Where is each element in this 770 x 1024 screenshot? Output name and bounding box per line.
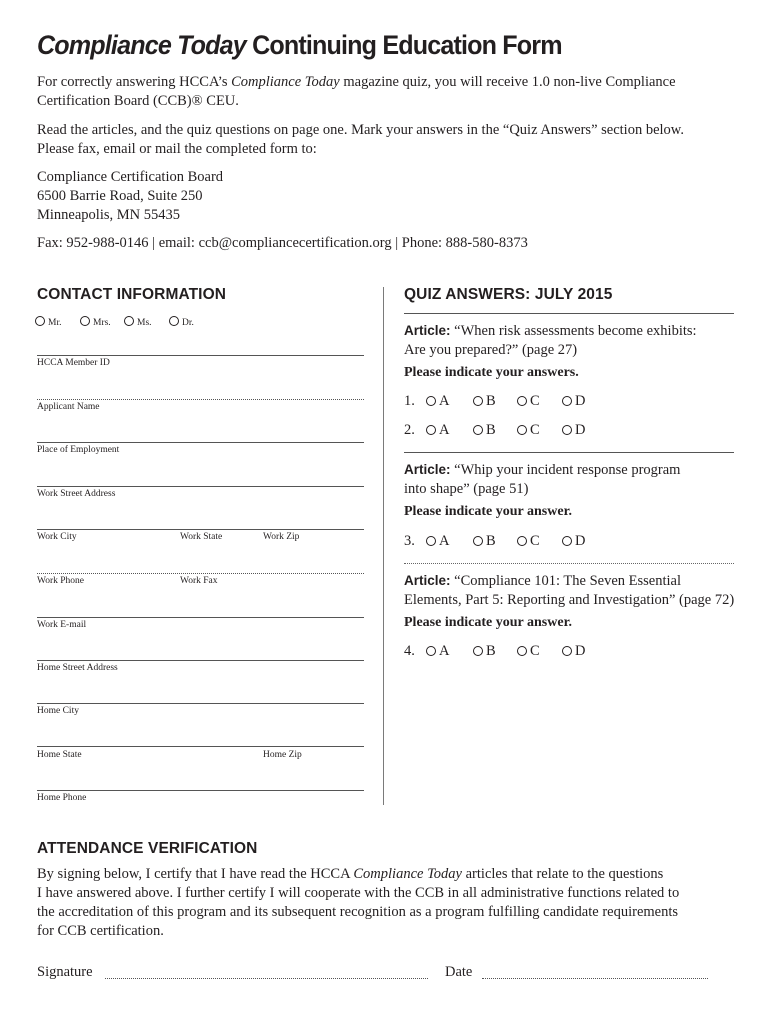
home-phone-label: Home Phone [37, 793, 87, 803]
q2-option-c[interactable]: C [517, 422, 540, 439]
title-option-dr[interactable]: Dr. [169, 316, 194, 328]
q1-option-a[interactable]: A [426, 393, 449, 410]
q3-option-d[interactable]: D [562, 533, 585, 550]
radio-circle-icon [517, 536, 527, 546]
radio-circle-icon [169, 316, 179, 326]
work-phone-line[interactable] [37, 573, 364, 574]
question-4-row: 4. A B C D [404, 643, 586, 659]
radio-circle-icon [517, 646, 527, 656]
title-option-mr[interactable]: Mr. [35, 316, 61, 328]
question-2-row: 2. A B C D [404, 422, 586, 438]
home-zip-label: Home Zip [263, 750, 302, 760]
q4-option-b[interactable]: B [473, 643, 496, 660]
home-state-line[interactable] [37, 746, 364, 747]
q4-option-c[interactable]: C [517, 643, 540, 660]
radio-circle-icon [426, 536, 436, 546]
home-city-label: Home City [37, 706, 79, 716]
article-divider [404, 563, 734, 564]
date-line[interactable] [482, 978, 708, 979]
radio-circle-icon [124, 316, 134, 326]
signature-line[interactable] [105, 978, 428, 979]
place-of-employment-line[interactable] [37, 442, 364, 443]
q1-option-d[interactable]: D [562, 393, 585, 410]
radio-circle-icon [517, 396, 527, 406]
radio-circle-icon [473, 536, 483, 546]
q4-option-a[interactable]: A [426, 643, 449, 660]
signature-label: Signature [37, 964, 93, 980]
home-state-label: Home State [37, 750, 82, 760]
work-email-label: Work E-mail [37, 620, 87, 630]
radio-circle-icon [426, 396, 436, 406]
home-street-label: Home Street Address [37, 663, 118, 673]
home-phone-line[interactable] [37, 790, 364, 791]
home-city-line[interactable] [37, 703, 364, 704]
radio-circle-icon [426, 425, 436, 435]
attendance-heading: ATTENDANCE VERIFICATION [37, 840, 258, 857]
radio-circle-icon [473, 396, 483, 406]
quiz-heading-rule [404, 313, 734, 314]
radio-circle-icon [473, 425, 483, 435]
article-3-instruction: Please indicate your answer. [404, 615, 572, 630]
q3-option-b[interactable]: B [473, 533, 496, 550]
article-2: Article: “Whip your incident response program into shape” (page 51) [404, 462, 681, 497]
member-id-line[interactable] [37, 355, 364, 356]
radio-circle-icon [562, 536, 572, 546]
q2-option-b[interactable]: B [473, 422, 496, 439]
place-of-employment-label: Place of Employment [37, 445, 120, 455]
mailing-address: Compliance Certification Board 6500 Barrie Road, Suite 250 Minneapolis, MN 55435 [37, 169, 224, 223]
article-1-instruction: Please indicate your answers. [404, 365, 579, 380]
question-3-row: 3. A B C D [404, 533, 586, 549]
q3-option-a[interactable]: A [426, 533, 449, 550]
member-id-label: HCCA Member ID [37, 358, 110, 368]
work-email-line[interactable] [37, 617, 364, 618]
column-divider [383, 287, 384, 805]
question-1-row: 1. A B C D [404, 393, 586, 409]
article-divider [404, 452, 734, 453]
attendance-statement: By signing below, I certify that I have read the HCCA Compliance Today articles that relate to the questions I have answered above. I further certify I will cooperate with the CCB in all administrative functions related to the accreditation of this program and its subsequent recognition as a program fulfilling candidate requirements for CCB certification. [37, 866, 680, 939]
q1-option-b[interactable]: B [473, 393, 496, 410]
q1-option-c[interactable]: C [517, 393, 540, 410]
intro-paragraph-2: Read the articles, and the quiz questions on page one. Mark your answers in the “Quiz Answers” section below. Please fax, email or mail the completed form to: [37, 122, 684, 157]
radio-circle-icon [35, 316, 45, 326]
work-city-label: Work City [37, 532, 77, 542]
work-state-label: Work State [180, 532, 223, 542]
date-label: Date [445, 964, 473, 980]
q2-option-d[interactable]: D [562, 422, 585, 439]
radio-circle-icon [562, 646, 572, 656]
article-3: Article: “Compliance 101: The Seven Essential Elements, Part 5: Reporting and Investigation” (page 72) [404, 573, 735, 608]
radio-circle-icon [562, 396, 572, 406]
title-option-mrs[interactable]: Mrs. [80, 316, 111, 328]
q4-option-d[interactable]: D [562, 643, 585, 660]
home-street-line[interactable] [37, 660, 364, 661]
radio-circle-icon [473, 646, 483, 656]
q3-option-c[interactable]: C [517, 533, 540, 550]
radio-circle-icon [80, 316, 90, 326]
intro-paragraph-1: For correctly answering HCCA’s Compliance Today magazine quiz, you will receive 1.0 non-live Compliance Certification Board (CCB)® CEU. [37, 74, 676, 109]
title-option-ms[interactable]: Ms. [124, 316, 152, 328]
work-phone-label: Work Phone [37, 576, 84, 586]
applicant-name-label: Applicant Name [37, 402, 100, 412]
work-street-label: Work Street Address [37, 489, 116, 499]
q2-option-a[interactable]: A [426, 422, 449, 439]
applicant-name-line[interactable] [37, 399, 364, 400]
article-2-instruction: Please indicate your answer. [404, 504, 572, 519]
radio-circle-icon [426, 646, 436, 656]
radio-circle-icon [517, 425, 527, 435]
work-fax-label: Work Fax [180, 576, 218, 586]
page-title: Compliance Today Continuing Education Form [37, 30, 562, 60]
work-city-line[interactable] [37, 529, 364, 530]
radio-circle-icon [562, 425, 572, 435]
article-1: Article: “When risk assessments become exhibits: Are you prepared?” (page 27) [404, 323, 697, 358]
contact-heading: CONTACT INFORMATION [37, 286, 227, 303]
work-zip-label: Work Zip [263, 532, 300, 542]
contact-line: Fax: 952-988-0146 | email: ccb@compliancecertification.org | Phone: 888-580-8373 [37, 235, 528, 251]
quiz-heading: QUIZ ANSWERS: JULY 2015 [404, 286, 613, 303]
work-street-line[interactable] [37, 486, 364, 487]
